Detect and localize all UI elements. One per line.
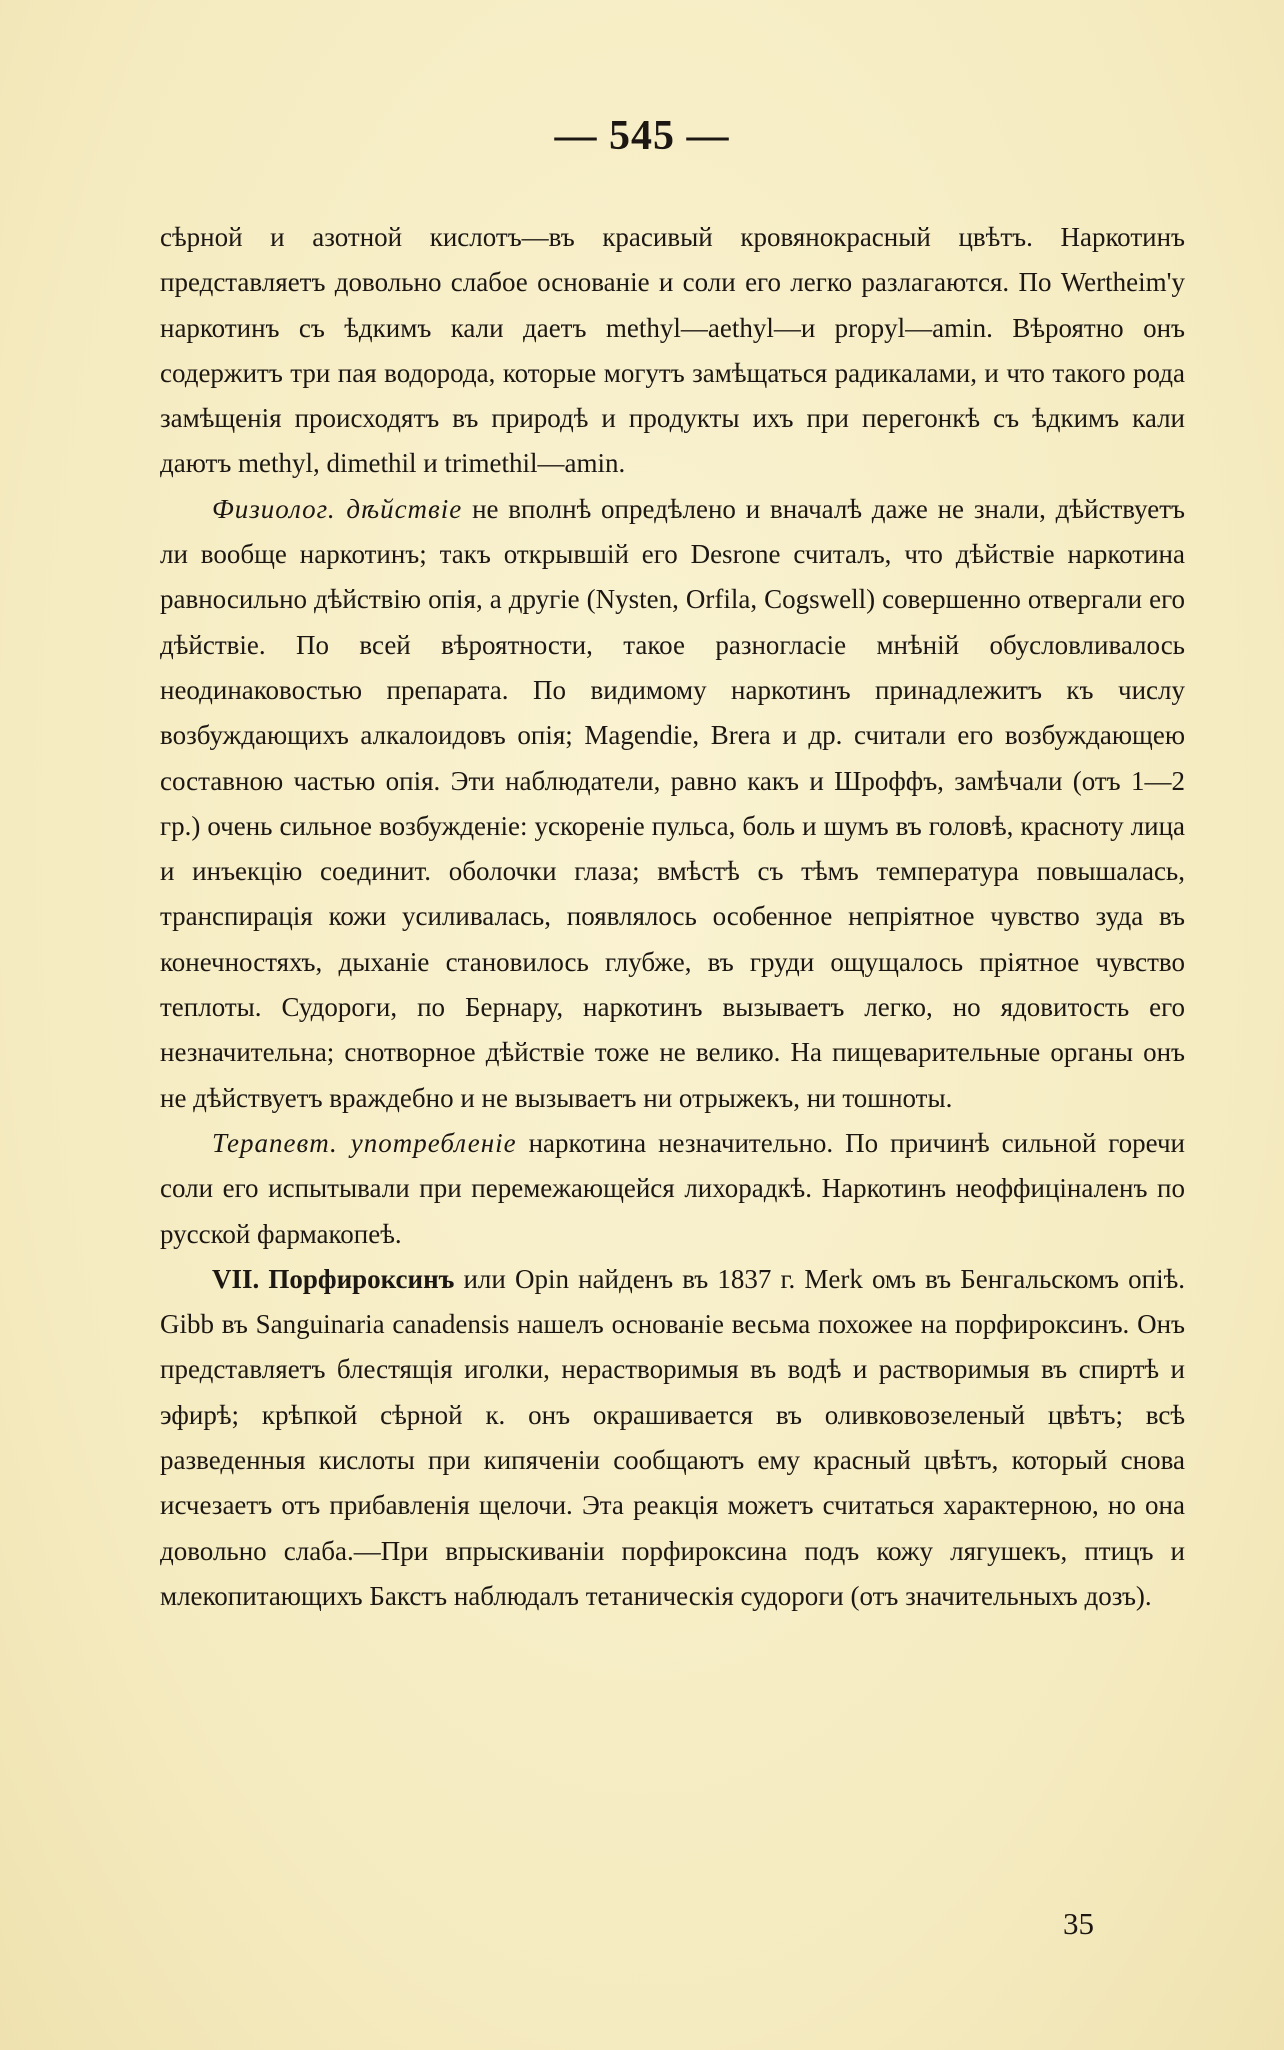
section-heading-porphyroxin: VII. Порфироксинъ bbox=[212, 1263, 455, 1294]
paragraph-porphyroxin bbox=[160, 1257, 1185, 1619]
printer-signature-mark: 35 bbox=[1063, 1906, 1094, 1941]
section-heading-therapy: Терапевт. употребленіе bbox=[212, 1127, 517, 1158]
body-text bbox=[160, 215, 1185, 1619]
paragraph-physiology-text: не вполнѣ опредѣлено и вначалѣ даже не знали, дѣйствуетъ ли вообще наркотинъ; такъ открывшій его Desrone считалъ, что дѣйствіе наркотина равносильно дѣйствію опія, а другіе (Nysten, Orfila, Cogswell) совершенно отвергали его дѣйствіе. По всей вѣроятности, такое разногласіе мнѣній обусловливалось неодинаковостью препарата. По видимому наркотинъ принадлежитъ къ числу возбуждающихъ алкалоидовъ опія; Magendie, Brera и др. считали его возбуждающею составною частью опія. Эти наблюдатели, равно какъ и Шроффъ, замѣчали (отъ 1—2 гр.) очень сильное возбужденіе: ускореніе пульса, боль и шумъ въ головѣ, красноту лица и инъекцію соединит. оболочки глаза; вмѣстѣ съ тѣмъ температура повышалась, транспирація кожи усиливалась, появлялось особенное непріятное чувство зуда въ конечностяхъ, дыханіе становилось глубже, въ груди ощущалось пріятное чувство теплоты. Судороги, по Бернару, наркотинъ вызываетъ легко, но ядовитость его незначительна; снотворное дѣйствіе тоже не велико. На пищеварительные органы онъ не дѣйствуетъ враждебно и не вызываетъ ни отрыжекъ, ни тошноты. bbox=[160, 493, 1185, 1113]
paragraph-chemistry: сѣрной и азотной кислотъ—въ красивый кровянокрасный цвѣтъ. Наркотинъ представляетъ довольно слабое основаніе и соли его легко разлагаются. По Wertheim'у наркотинъ съ ѣдкимъ кали даетъ methyl—aethyl—и propyl—amin. Вѣроятно онъ содержитъ три пая водорода, которые могутъ замѣщаться радикалами, и что такого рода замѣщенія происходятъ въ природѣ и продукты ихъ при перегонкѣ съ ѣдкимъ кали даютъ methyl, dimethil и trimethil—amin. bbox=[160, 222, 1185, 479]
paragraph-therapeutic-use bbox=[160, 1121, 1185, 1257]
paragraph-porphyroxin-text: или Opin найденъ въ 1837 г. Merk омъ въ Бенгальскомъ опіѣ. Gibb въ Sanguinaria canadensis нашелъ основаніе весьма похожее на порфироксинъ. Онъ представляетъ блестящія иголки, нерастворимыя въ водѣ и растворимыя въ спиртѣ и эфирѣ; крѣпкой сѣрной к. онъ окрашивается въ оливковозеленый цвѣтъ; всѣ разведенныя кислоты при кипяченіи сообщаютъ ему красный цвѣтъ, который снова исчезаетъ отъ прибавленія щелочи. Эта реакція можетъ считаться характерною, но она довольно слаба.—При впрыскиваніи порфироксина подъ кожу лягушекъ, птицъ и млекопитающихъ Бакстъ наблюдалъ тетаническія судороги (отъ значительныхъ дозъ). bbox=[160, 1263, 1185, 1611]
paragraph-therapy-text: наркотина незначительно. По причинѣ сильной горечи соли его испытывали при перемежающейся лихорадкѣ. Наркотинъ неоффиціналенъ по русской фармакопеѣ. bbox=[160, 1127, 1185, 1249]
page-number-header: — 545 — bbox=[554, 113, 730, 159]
paragraph-physiological-action bbox=[160, 487, 1185, 1121]
section-heading-physiology: Физиолог. дѣйствіе bbox=[212, 493, 463, 524]
